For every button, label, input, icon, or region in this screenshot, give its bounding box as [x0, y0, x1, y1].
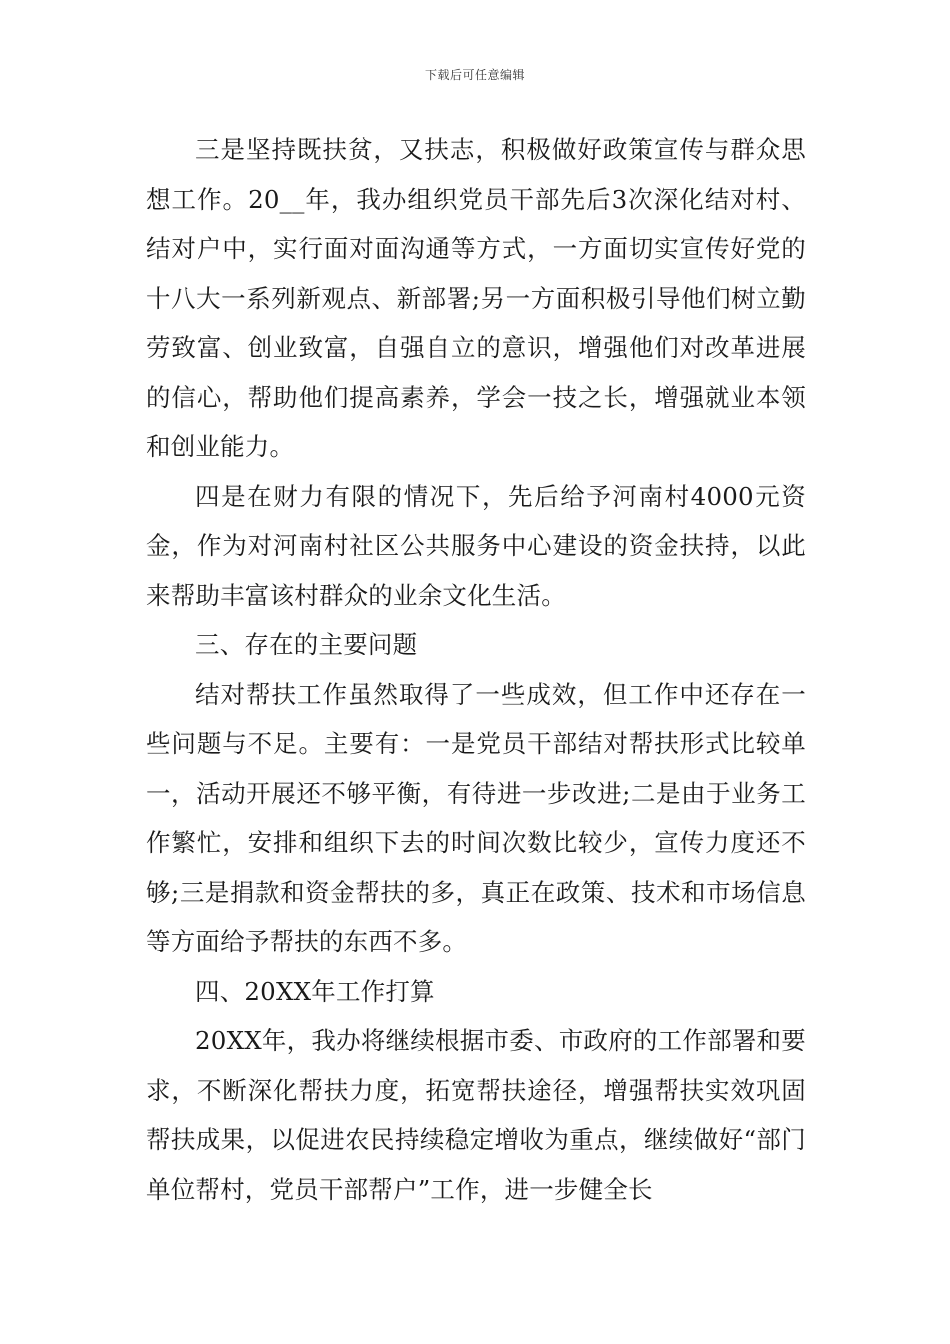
section-heading-main-problems: 三、存在的主要问题 [195, 630, 418, 659]
document-body [146, 125, 806, 1214]
paragraph-work-plan: 20XX年，我办将继续根据市委、市政府的工作部署和要求，不断深化帮扶力度，拓宽帮扶途径，增强帮扶实效巩固帮扶成果，以促进农民持续稳定增收为重点，继续做好“部门单位帮村，党员干部帮户”工作，进一步健全长 [146, 1026, 806, 1204]
section-heading-work-plan: 四、20XX年工作打算 [195, 976, 435, 1006]
paragraph-poverty-and-aspiration: 三是坚持既扶贫，又扶志，积极做好政策宣传与群众思想工作。20__年，我办组织党员干部先后3次深化结对村、结对户中，实行面对面沟通等方式，一方面切实宣传好党的十八大一系列新观点、新部署;另一方面积极引导他们树立勤劳致富、创业致富，自强自立的意识，增强他们对改革进展的信心，帮助他们提高素养，学会一技之长，增强就业本领和创业能力。 [146, 135, 806, 461]
header-note: 下载后可任意编辑 [424, 68, 525, 82]
paragraph-problems: 结对帮扶工作虽然取得了一些成效，但工作中还存在一些问题与不足。主要有：一是党员干部结对帮扶形式比较单一，活动开展还不够平衡，有待进一步改进;二是由于业务工作繁忙，安排和组织下去的时间次数比较少，宣传力度还不够;三是捐款和资金帮扶的多，真正在政策、技术和市场信息等方面给予帮扶的东西不多。 [146, 679, 806, 956]
paragraph-funding-support: 四是在财力有限的情况下，先后给予河南村4000元资金，作为对河南村社区公共服务中心建设的资金扶持，以此来帮助丰富该村群众的业余文化生活。 [146, 481, 806, 610]
